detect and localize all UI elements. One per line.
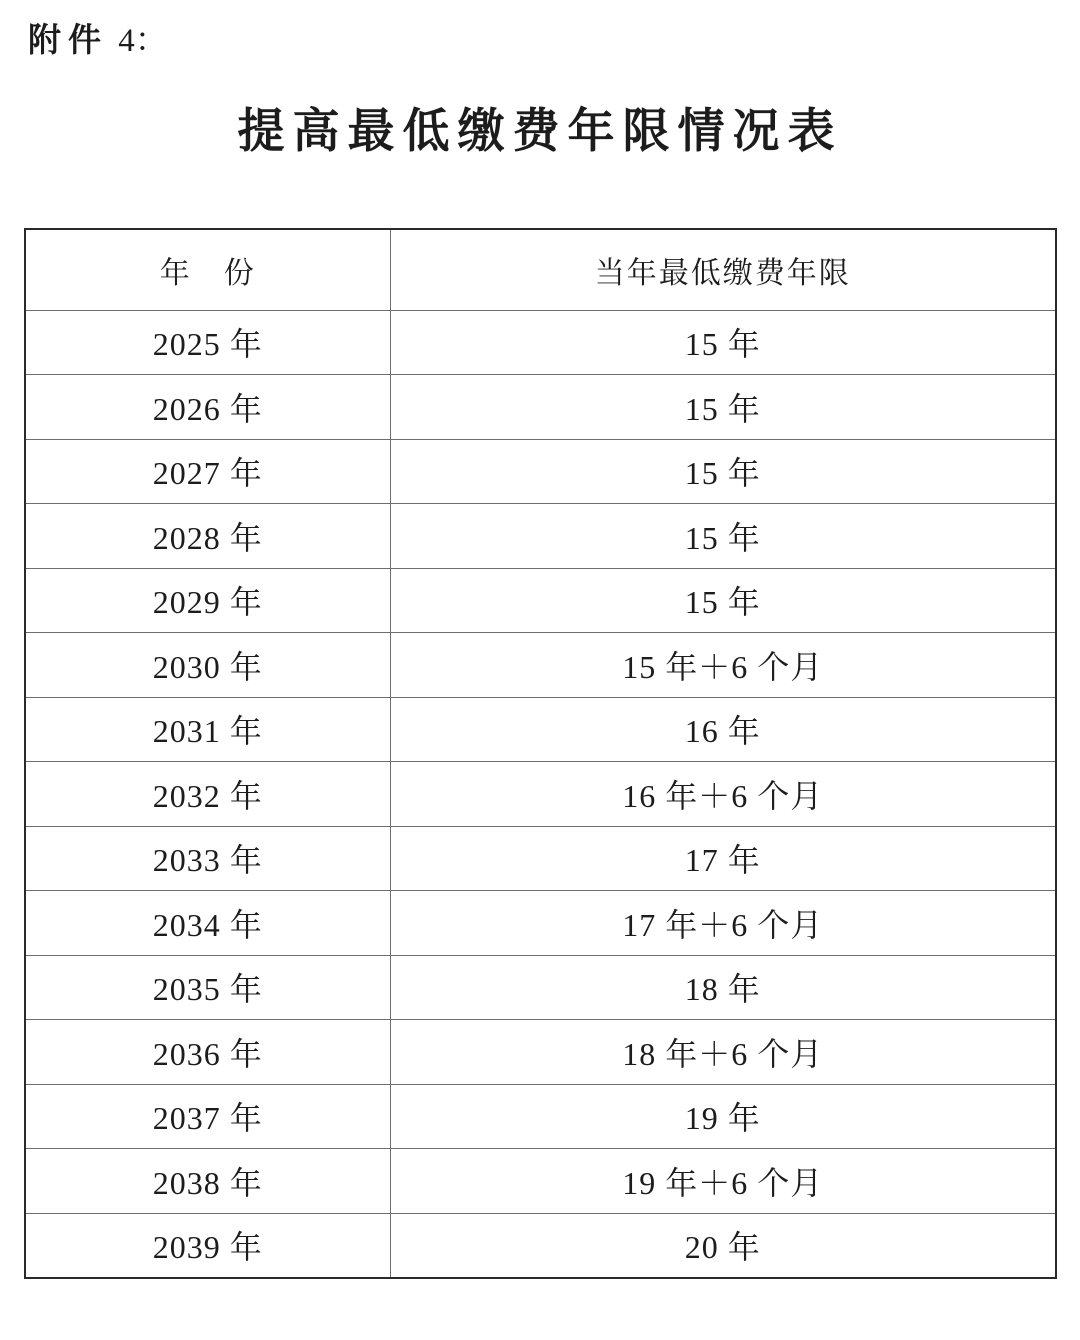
min-contribution-years-cell: 17 年＋6 个月 bbox=[390, 891, 1056, 956]
attachment-label-number: 4： bbox=[118, 23, 168, 59]
min-contribution-years-cell: 15 年 bbox=[390, 504, 1056, 569]
year-cell: 2026 年 bbox=[25, 375, 390, 440]
min-contribution-years-cell: 15 年 bbox=[390, 439, 1056, 504]
min-contribution-years-cell: 15 年 bbox=[390, 568, 1056, 633]
table-row bbox=[25, 568, 1056, 633]
min-contribution-years-cell: 15 年 bbox=[390, 310, 1056, 375]
min-contribution-years-cell: 15 年 bbox=[390, 375, 1056, 440]
year-cell: 2037 年 bbox=[25, 1084, 390, 1149]
year-cell: 2030 年 bbox=[25, 633, 390, 698]
page-title: 提高最低缴费年限情况表 bbox=[237, 106, 843, 158]
table-row bbox=[25, 633, 1056, 698]
table-row bbox=[25, 891, 1056, 956]
min-contribution-years-cell: 17 年 bbox=[390, 826, 1056, 891]
table-header-row bbox=[25, 229, 1056, 310]
table-row bbox=[25, 955, 1056, 1020]
year-cell: 2025 年 bbox=[25, 310, 390, 375]
table-row bbox=[25, 504, 1056, 569]
table-row bbox=[25, 697, 1056, 762]
attachment-label bbox=[28, 20, 168, 62]
table-row bbox=[25, 375, 1056, 440]
year-cell: 2038 年 bbox=[25, 1149, 390, 1214]
table-body bbox=[25, 310, 1056, 1278]
year-cell: 2028 年 bbox=[25, 504, 390, 569]
year-cell: 2036 年 bbox=[25, 1020, 390, 1085]
min-contribution-years-cell: 20 年 bbox=[390, 1213, 1056, 1278]
year-cell: 2032 年 bbox=[25, 762, 390, 827]
min-contribution-years-cell: 16 年＋6 个月 bbox=[390, 762, 1056, 827]
table-row bbox=[25, 1149, 1056, 1214]
year-cell: 2035 年 bbox=[25, 955, 390, 1020]
table-row bbox=[25, 439, 1056, 504]
attachment-label-text: 附件 bbox=[28, 21, 108, 58]
table-row bbox=[25, 762, 1056, 827]
table-row bbox=[25, 1084, 1056, 1149]
min-contribution-years-cell: 15 年＋6 个月 bbox=[390, 633, 1056, 698]
min-contribution-years-cell: 19 年＋6 个月 bbox=[390, 1149, 1056, 1214]
year-cell: 2034 年 bbox=[25, 891, 390, 956]
table-row bbox=[25, 1213, 1056, 1278]
year-cell: 2033 年 bbox=[25, 826, 390, 891]
year-cell: 2027 年 bbox=[25, 439, 390, 504]
min-contribution-years-table bbox=[24, 228, 1057, 1279]
min-contribution-years-cell: 19 年 bbox=[390, 1084, 1056, 1149]
year-cell: 2029 年 bbox=[25, 568, 390, 633]
column-header-min-contribution-years: 当年最低缴费年限 bbox=[390, 229, 1056, 310]
min-contribution-years-cell: 18 年 bbox=[390, 955, 1056, 1020]
table-row bbox=[25, 826, 1056, 891]
min-contribution-years-cell: 18 年＋6 个月 bbox=[390, 1020, 1056, 1085]
year-cell: 2031 年 bbox=[25, 697, 390, 762]
table-row bbox=[25, 310, 1056, 375]
table-row bbox=[25, 1020, 1056, 1085]
min-contribution-years-cell: 16 年 bbox=[390, 697, 1056, 762]
year-cell: 2039 年 bbox=[25, 1213, 390, 1278]
column-header-year: 年 份 bbox=[25, 229, 390, 310]
